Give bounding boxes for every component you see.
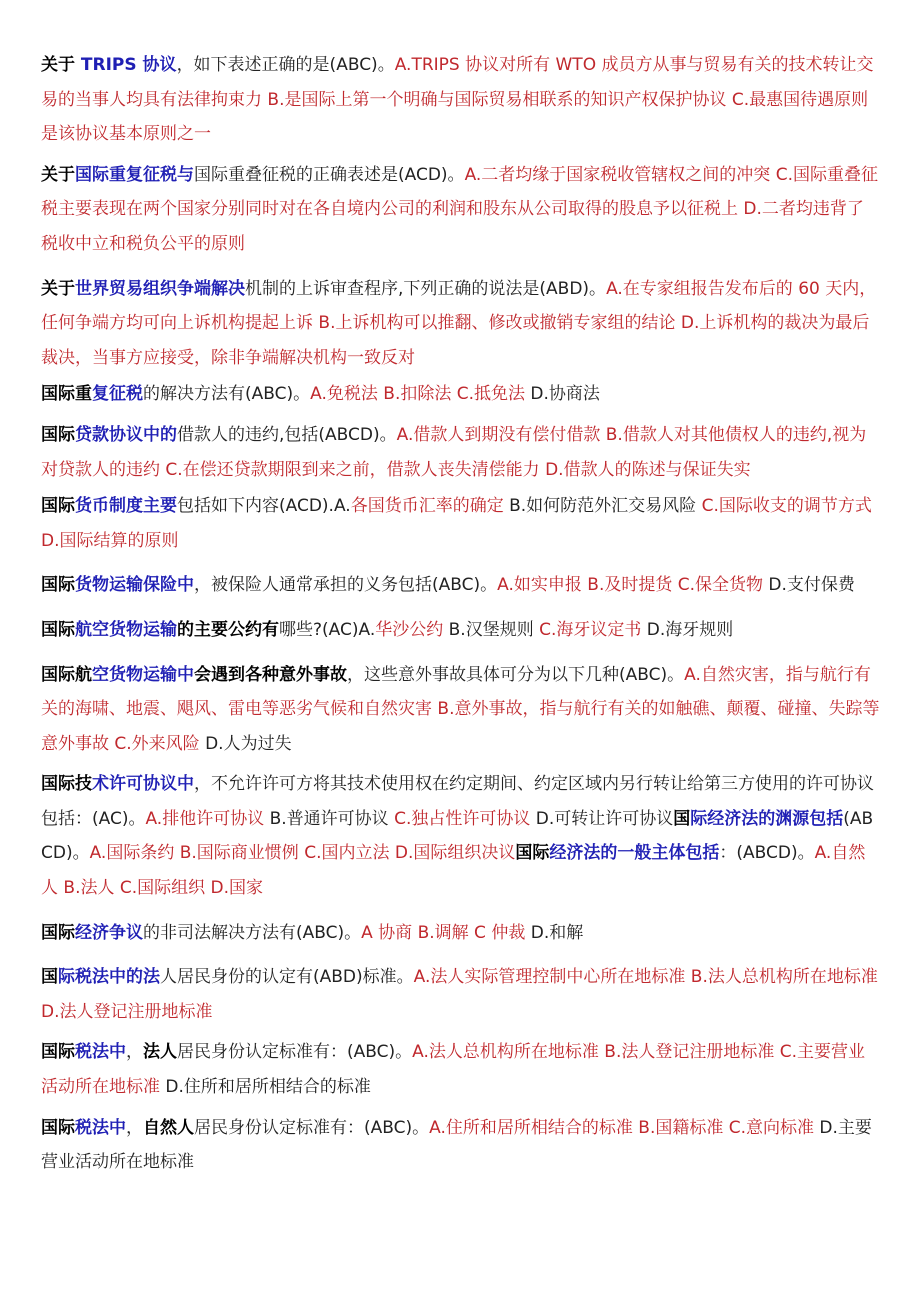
question-entry xyxy=(41,377,880,412)
keyword-text: 国 xyxy=(41,967,58,988)
keyword-text: 的主要公约有 xyxy=(177,619,279,640)
keyword-text: 国际 xyxy=(515,843,550,864)
question-text: D.海牙规则 xyxy=(641,619,734,640)
question-text: 的解决方法有(ABC)。 xyxy=(143,384,311,405)
question-text: ， xyxy=(126,1117,143,1138)
keyword-text: 货物运输保险中 xyxy=(75,575,194,596)
keyword-text: 会遇到各种意外事故 xyxy=(194,664,347,685)
question-entry xyxy=(41,272,880,376)
question-entry xyxy=(41,658,880,762)
answer-text: A.住所和居所相结合的标准 B.国籍标准 C.意向标准 xyxy=(429,1117,815,1138)
keyword-text: 货币制度主要 xyxy=(75,496,177,517)
keyword-text: 国际 xyxy=(41,496,75,517)
answer-text: C.独占性许可协议 xyxy=(394,808,531,829)
keyword-text: 经济法的一般主体包括 xyxy=(549,843,720,864)
keyword-text: 国际 xyxy=(41,1042,75,1063)
keyword-text: 贷款协议中的 xyxy=(75,424,177,445)
question-text: ，不允许许可方将其技术使用权在约定期间、约定区域内另行转让给第三方使用的许可协议包括：(AC)。 xyxy=(41,774,874,829)
keyword-text: 税法中 xyxy=(75,1117,126,1138)
question-entry xyxy=(41,489,880,558)
question-entry xyxy=(41,613,880,648)
keyword-text: 端解决 xyxy=(194,278,245,299)
answer-text: C.国际收支的调节方式 D.国际结算的原则 xyxy=(41,496,872,551)
question-entry xyxy=(41,568,880,603)
question-text: 居民身份认定标准有：(ABC)。 xyxy=(177,1042,413,1063)
answer-text: A.自然灾害，指与航行有关的海啸、地震、飓风、雷电等恶劣气候和自然灾害 B.意外事故，指与航行有关的如触礁、颠覆、碰撞、失踪等意外事故 C.外来风险 xyxy=(41,664,880,754)
question-text: 国际重叠征税的正确表述是(ACD)。 xyxy=(194,164,465,185)
answer-text: 华沙公约 xyxy=(375,619,444,640)
answer-text: A.自然人 B.法人 C.国际组织 D.国家 xyxy=(41,843,866,899)
keyword-text: 国际技 xyxy=(41,774,92,795)
question-text: 的非司法解决方法有(ABC)。 xyxy=(143,922,362,943)
answer-text: A.免税法 B.扣除法 C.抵免法 xyxy=(310,384,526,405)
keyword-text: 航空货物运输 xyxy=(75,619,177,640)
question-text: 借款人的违约,包括(ABCD)。 xyxy=(177,424,397,445)
question-text: B.汉堡规则 xyxy=(443,619,540,640)
keyword-text: 国际 xyxy=(41,575,75,596)
keyword-text: 关于 xyxy=(41,278,75,299)
question-text: 人居民身份的认定有(ABD)标准。 xyxy=(160,967,414,988)
keyword-text: 税法中 xyxy=(75,1042,126,1063)
keyword-text: 世界贸易组织争 xyxy=(75,278,194,299)
question-text: 哪些?(AC)A. xyxy=(279,619,376,640)
keyword-text: 国际 xyxy=(41,619,75,640)
question-text: D.支付保费 xyxy=(763,575,855,596)
keyword-text: 际税法中的法 xyxy=(58,967,160,988)
keyword-text: 术许可协议中 xyxy=(92,774,194,795)
question-text: D.可转让许可协议 xyxy=(530,808,674,829)
answer-text: A.法人实际管理控制中心所在地标准 B.法人总机构所在地标准 D.法人登记注册地标准 xyxy=(41,967,878,1022)
question-text: ，被保险人通常承担的义务包括(ABC)。 xyxy=(194,575,498,596)
answer-text: A.排他许可协议 xyxy=(145,808,265,829)
question-text: B.普通许可协议 xyxy=(264,808,395,829)
keyword-text: 国际航 xyxy=(41,664,92,685)
question-text: 居民身份认定标准有：(ABC)。 xyxy=(194,1117,430,1138)
question-text: ：(ABCD)。 xyxy=(719,843,815,864)
question-entry xyxy=(41,960,880,1029)
question-text: B.如何防范外汇交易风险 xyxy=(503,496,702,517)
answer-text: A.TRIPS 协议对所有 WTO 成员方从事与贸易有关的技术转让交易的当事人均具有法律拘束力 B.是国际上第一个明确与国际贸易相联系的知识产权保护协议 C.最惠国待遇原则是该协议基本原则之一 xyxy=(41,55,874,145)
keyword-text: 复征税 xyxy=(92,384,143,405)
question-text: D.和解 xyxy=(525,922,584,943)
keyword-text: 关于 xyxy=(41,55,81,75)
question-entry xyxy=(41,767,880,905)
answer-text: A.在专家组报告发布后的 60 天内，任何争端方均可向上诉机构提起上诉 B.上诉机构可以推翻、修改或撤销专家组的结论 D.上诉机构的裁决为最后裁决，当事方应接受，除非争端解决机构一致反对 xyxy=(41,278,877,368)
keyword-text: 国际重复征税与 xyxy=(75,164,194,185)
keyword-text: 自然人 xyxy=(143,1117,194,1138)
answer-text: 各国货币汇率的确定 xyxy=(350,496,504,517)
question-text: ，如下表述正确的是(ABC)。 xyxy=(176,55,395,75)
question-entry xyxy=(41,48,880,152)
answer-text: A 协商 B.调解 C 仲裁 xyxy=(361,922,526,943)
keyword-text: 际经济法的渊源包括 xyxy=(690,808,844,829)
question-entry xyxy=(41,158,880,262)
answer-text: A.如实申报 B.及时提货 C.保全货物 xyxy=(497,575,764,596)
question-text: D.住所和居所相结合的标准 xyxy=(160,1077,371,1098)
question-entry xyxy=(41,1035,880,1104)
keyword-text: 国际 xyxy=(41,424,75,445)
question-text: (ABCD)。 xyxy=(41,808,874,864)
keyword-text: 国 xyxy=(673,808,691,829)
keyword-text: 国际 xyxy=(41,922,75,943)
answer-text: A.借款人到期没有偿付借款 B.借款人对其他债权人的违约,视为对贷款人的违约 C.在偿还贷款期限到来之前，借款人丧失清偿能力 D.借款人的陈述与保证失实 xyxy=(41,424,867,480)
question-entry xyxy=(41,1111,880,1180)
question-text: ， xyxy=(126,1042,143,1063)
question-text: D.人为过失 xyxy=(199,733,292,754)
answer-text: A.法人总机构所在地标准 B.法人登记注册地标准 C.主要营业活动所在地标准 xyxy=(41,1042,866,1098)
question-entry xyxy=(41,916,880,951)
question-text: D.主要营业活动所在地标准 xyxy=(41,1117,872,1173)
question-entry xyxy=(41,418,880,487)
keyword-text: 经济争议 xyxy=(75,922,143,943)
keyword-text: 国际重 xyxy=(41,384,92,405)
answer-text: C.海牙议定书 xyxy=(539,619,642,640)
question-text: 包括如下内容(ACD).A. xyxy=(177,496,351,517)
keyword-text: 空货物运输中 xyxy=(92,664,194,685)
answer-text: A.二者均缘于国家税收管辖权之间的冲突 C.国际重叠征税主要表现在两个国家分别同时对在各自境内公司的利润和股东从公司取得的股息予以征税上 D.二者均违背了税收中立和税负公平的原则 xyxy=(41,164,878,254)
keyword-text: TRIPS 协议 xyxy=(80,55,177,75)
question-text: D.协商法 xyxy=(525,384,600,405)
question-text: 机制的上诉审查程序,下列正确的说法是(ABD)。 xyxy=(245,278,607,299)
keyword-text: 法人 xyxy=(143,1042,177,1063)
question-text: ，这些意外事故具体可分为以下几种(ABC)。 xyxy=(347,664,685,685)
answer-text: A.国际条约 B.国际商业惯例 C.国内立法 D.国际组织决议 xyxy=(89,843,516,864)
keyword-text: 国际 xyxy=(41,1117,75,1138)
keyword-text: 关于 xyxy=(41,164,75,185)
